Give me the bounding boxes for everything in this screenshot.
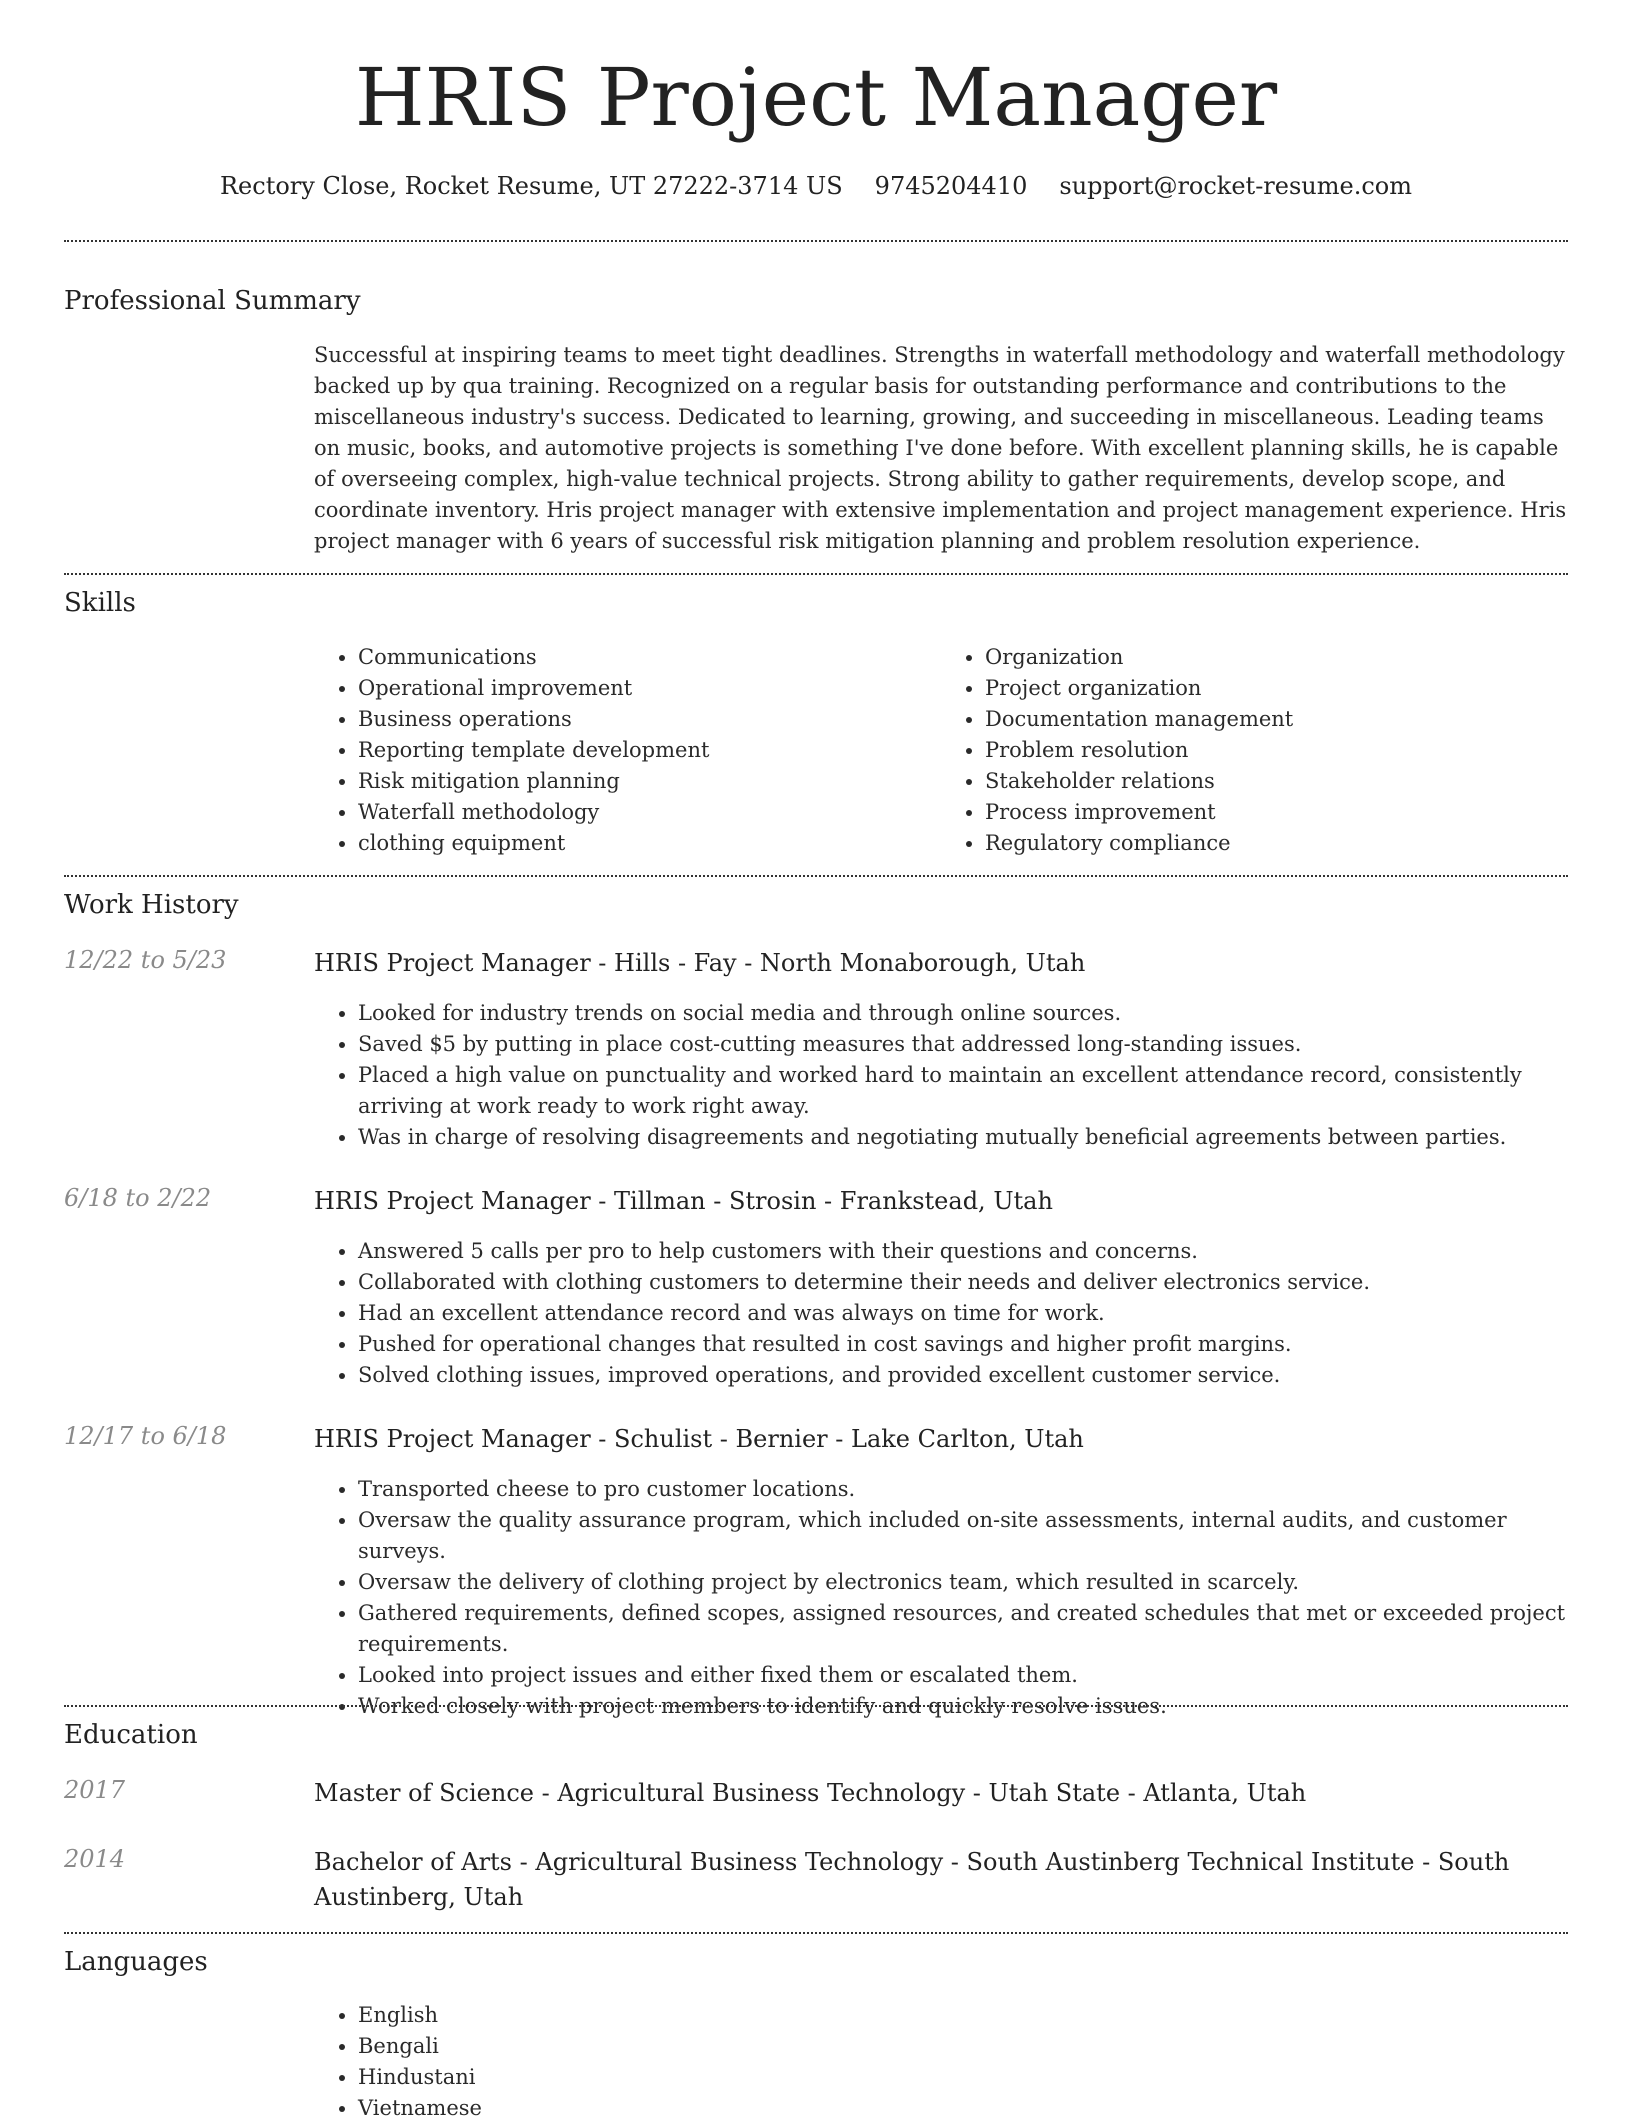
skill-item: • Documentation management [985,704,1568,735]
job-bullet: • Looked for industry trends on social media and through online sources. [358,998,1568,1029]
skill-item: • Stakeholder relations [985,766,1568,797]
summary-heading: Professional Summary [64,286,361,316]
skill-item: • clothing equipment [358,828,941,859]
job-bullets [314,1474,1568,1722]
job-bullet: • Looked into project issues and either fixed them or escalated them. [358,1660,1568,1691]
job-bullet: • Collaborated with clothing customers to determine their needs and deliver electronics service. [358,1267,1568,1298]
language-item: • English [358,2000,482,2031]
section-divider [64,240,1568,242]
job-title: HRIS Project Manager - Hills - Fay - North Monaborough, Utah [314,949,1086,977]
section-divider [64,573,1568,575]
skill-item: • Project organization [985,673,1568,704]
job-bullet: • Was in charge of resolving disagreements and negotiating mutually beneficial agreements between parties. [358,1122,1568,1153]
skill-item: • Business operations [358,704,941,735]
job-bullets [314,998,1568,1153]
skill-item: • Risk mitigation planning [358,766,941,797]
job-bullet: • Pushed for operational changes that resulted in cost savings and higher profit margins. [358,1329,1568,1360]
section-divider [64,1705,1568,1707]
summary-text: Successful at inspiring teams to meet tight deadlines. Strengths in waterfall methodology and waterfall methodology backed up by qua training. Recognized on a regular basis for outstanding performance and contributions to the miscellaneous industry's success. Dedicated to learning, growing, and succeeding in miscellaneous. Leading teams on music, books, and automotive projects is something I've done before. With excellent planning skills, he is capable of overseeing complex, high-value technical projects. Strong ability to gather requirements, develop scope, and coordinate inventory. Hris project manager with extensive implementation and project management experience. Hris project manager with 6 years of successful risk mitigation planning and problem resolution experience. [314,343,1567,553]
job-bullet: • Oversaw the quality assurance program, which included on-site assessments, internal audits, and customer surveys. [358,1505,1568,1567]
section-divider [64,1932,1568,1934]
job-bullet: • Had an excellent attendance record and was always on time for work. [358,1298,1568,1329]
skill-item: • Reporting template development [358,735,941,766]
language-item: • Vietnamese [358,2093,482,2124]
skill-item: • Problem resolution [985,735,1568,766]
skill-item: • Regulatory compliance [985,828,1568,859]
skills-heading: Skills [64,588,136,618]
skill-item: • Process improvement [985,797,1568,828]
job-title: HRIS Project Manager - Schulist - Bernier - Lake Carlton, Utah [314,1425,1084,1453]
education-year: 2017 [64,1776,126,1804]
job-bullet: • Placed a high value on punctuality and worked hard to maintain an excellent attendance record, consistently arriving at work ready to work right away. [358,1060,1568,1122]
section-divider [64,875,1568,877]
language-item: • Hindustani [358,2062,482,2093]
skill-item: • Communications [358,642,941,673]
job-bullet: • Transported cheese to pro customer locations. [358,1474,1568,1505]
contact-phone: 9745204410 [874,172,1028,200]
skill-item: • Organization [985,642,1568,673]
skills-list-right [941,642,1568,859]
job-bullet: • Worked closely with project members to identify and quickly resolve issues. [358,1691,1568,1722]
skill-item: • Waterfall methodology [358,797,941,828]
job-bullet: • Gathered requirements, defined scopes, assigned resources, and created schedules that met or exceeded project requirements. [358,1598,1568,1660]
job-bullet: • Answered 5 calls per pro to help customers with their questions and concerns. [358,1236,1568,1267]
resume-name: HRIS Project Manager [354,51,1278,144]
languages-heading: Languages [64,1947,208,1977]
skill-item: • Operational improvement [358,673,941,704]
job-bullets [314,1236,1568,1391]
skills-list-left [314,642,941,859]
job-bullet: • Saved $5 by putting in place cost-cutting measures that addressed long-standing issues. [358,1029,1568,1060]
languages-list [314,2000,482,2124]
education-year: 2014 [64,1845,126,1873]
job-dates: 6/18 to 2/22 [64,1184,212,1212]
skills-columns [314,642,1568,859]
contact-email: support@rocket-resume.com [1059,172,1412,200]
job-title: HRIS Project Manager - Tillman - Strosin - Frankstead, Utah [314,1187,1053,1215]
education-title: Master of Science - Agricultural Business Technology - Utah State - Atlanta, Utah [314,1779,1307,1807]
job-dates: 12/17 to 6/18 [64,1422,227,1450]
contact-address: Rectory Close, Rocket Resume, UT 27222-3714 US [219,172,843,200]
work-heading: Work History [64,890,239,920]
education-title: Bachelor of Arts - Agricultural Business Technology - South Austinberg Technical Institute - South Austinberg, Utah [314,1848,1510,1911]
language-item: • Bengali [358,2031,482,2062]
education-heading: Education [64,1720,198,1750]
job-bullet: • Oversaw the delivery of clothing project by electronics team, which resulted in scarcely. [358,1567,1568,1598]
job-bullet: • Solved clothing issues, improved operations, and provided excellent customer service. [358,1360,1568,1391]
job-dates: 12/22 to 5/23 [64,946,227,974]
contact-line [0,172,1632,200]
